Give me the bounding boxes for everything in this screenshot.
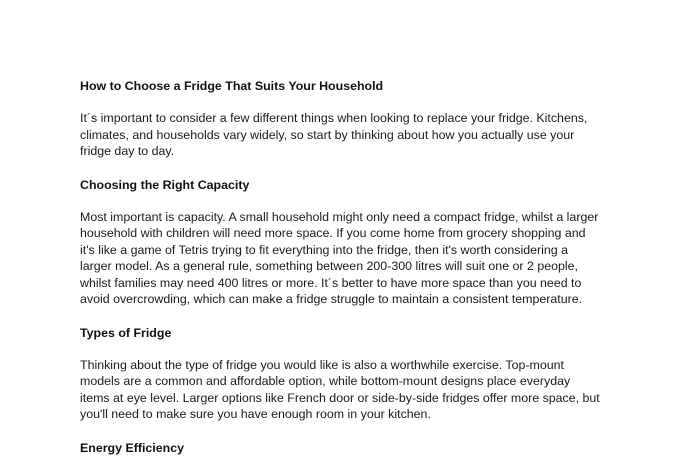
document-title: How to Choose a Fridge That Suits Your Household xyxy=(80,79,384,93)
section-heading-energy: Energy Efficiency xyxy=(80,440,184,455)
section-heading-types: Types of Fridge xyxy=(80,325,172,340)
section-heading-capacity: Choosing the Right Capacity xyxy=(80,177,250,192)
intro-paragraph: It´s important to consider a few different things when looking to replace your fridge. Kitchens, climates, and households vary widely, so start by thinking about how you actually use your fridge day to day. xyxy=(80,111,588,158)
document-body xyxy=(80,78,600,456)
section-paragraph-types: Thinking about the type of fridge you would like is also a worthwhile exercise. Top-mount models are a common and affordable option, while bottom-mount designs place everyday items at eye level. Larger options like French door or side-by-side fridges offer more space, but you'll need to make sure you have enough room in your kitchen. xyxy=(80,357,600,421)
section-paragraph-capacity: Most important is capacity. A small household might only need a compact fridge, whilst a larger household with children will need more space. If you come home from grocery shopping and it's like a game of Tetris trying to fit everything into the fridge, then it's worth considering a larger model. As a general rule, something between 200-300 litres will suit one or 2 people, whilst families may need 400 litres or more. It´s better to have more space than you need to avoid overcrowding, which can make a fridge struggle to maintain a consistent temperature. xyxy=(80,209,599,306)
